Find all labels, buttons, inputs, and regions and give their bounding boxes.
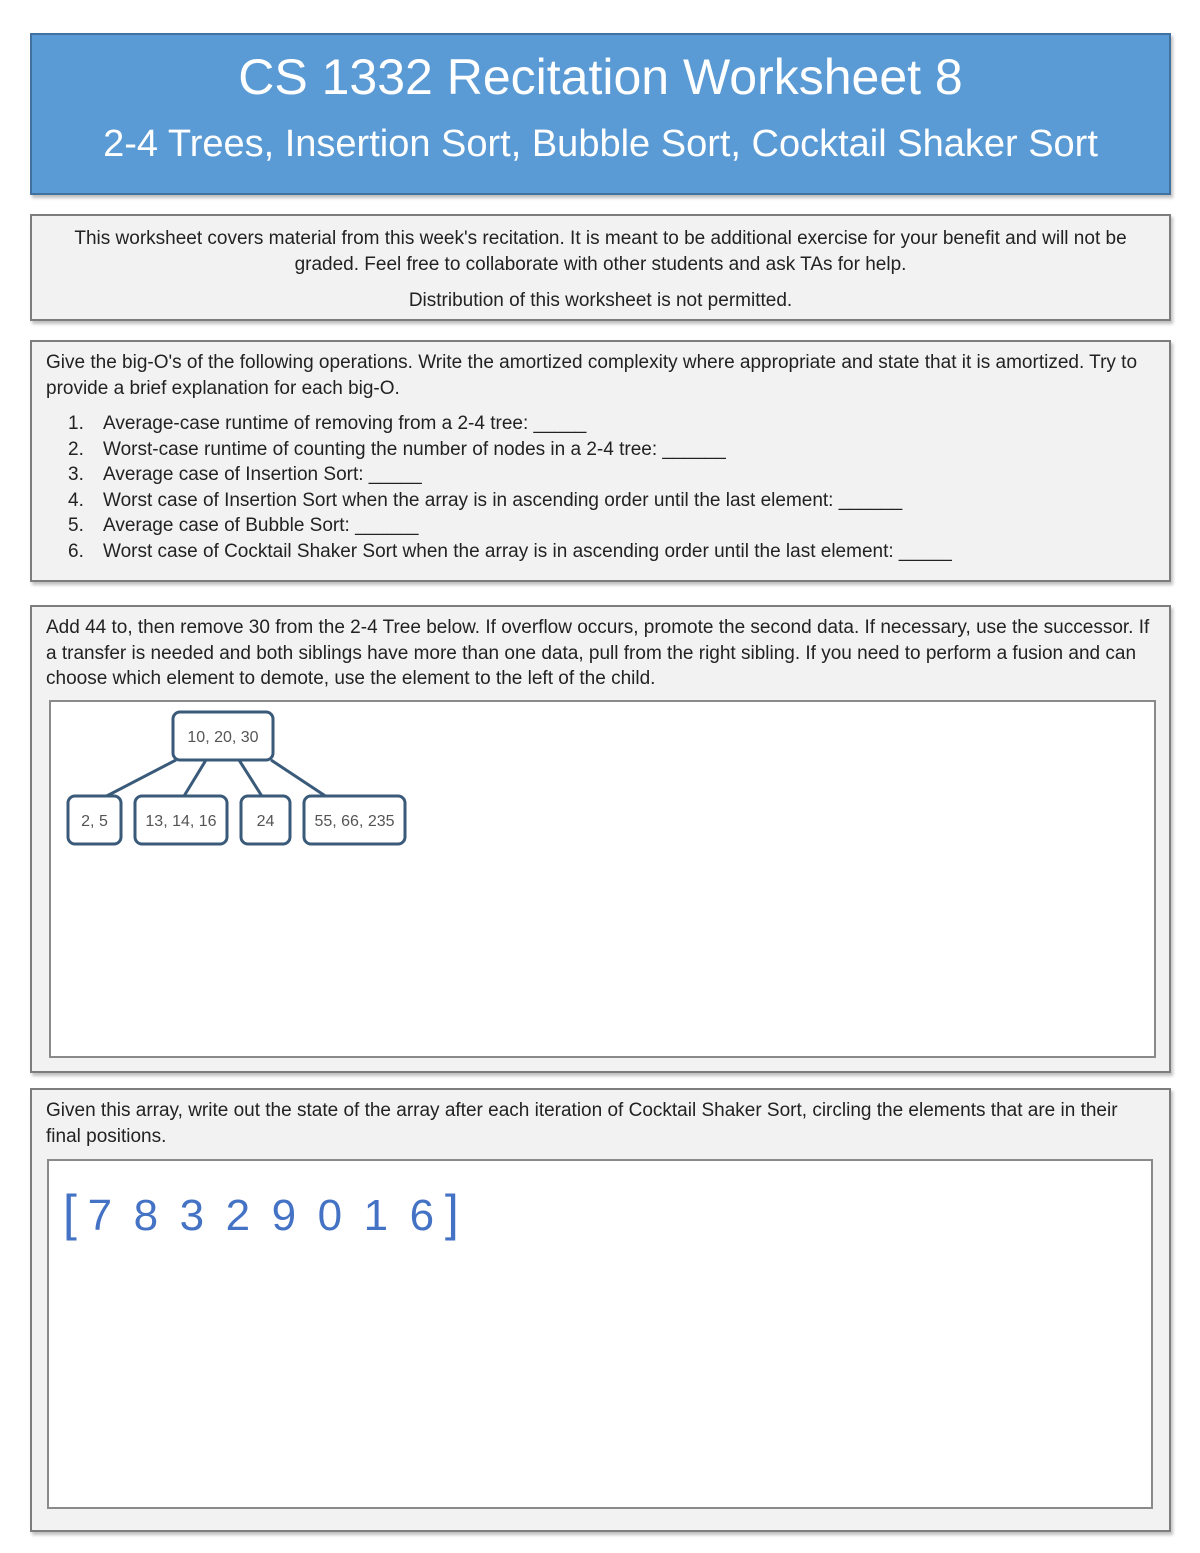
tree-node-child	[135, 796, 227, 844]
array-display	[63, 1183, 459, 1246]
tree-node-root	[173, 712, 273, 760]
item-text: Average case of Bubble Sort: ______	[103, 515, 419, 536]
tree-node-label: 24	[256, 813, 275, 830]
array-element: 6	[409, 1191, 435, 1240]
bigo-section	[30, 340, 1171, 582]
list-item	[32, 488, 1169, 514]
page-subtitle: 2-4 Trees, Insertion Sort, Bubble Sort, Cocktail Shaker Sort	[103, 123, 1098, 165]
distribution-note: Distribution of this worksheet is not permitted.	[408, 290, 793, 311]
tree-prompt: Add 44 to, then remove 30 from the 2-4 Tree below. If overflow occurs, promote the second data. If necessary, use the successor. If a transfer is needed and both siblings have more than one data, pull from the right sibling. If you need to perform a fusion and can choose which element to demote, use the element to the left of the child.	[46, 617, 1150, 689]
tree-node-label: 10, 20, 30	[187, 729, 259, 746]
open-bracket: [	[63, 1185, 77, 1241]
tree-node-child	[68, 796, 121, 844]
page-title: CS 1332 Recitation Worksheet 8	[238, 49, 963, 105]
bigo-prompt: Give the big-O's of the following operations. Write the amortized complexity where appropriate and state that it is amortized. Try to provide a brief explanation for each big-O.	[46, 352, 1138, 399]
item-text: Worst-case runtime of counting the number of nodes in a 2-4 tree: ______	[103, 438, 726, 460]
array-element: 7	[87, 1191, 113, 1240]
list-item	[32, 437, 1169, 463]
sort-section	[30, 1088, 1171, 1532]
array-element: 9	[271, 1191, 297, 1240]
intro-box	[30, 214, 1171, 321]
item-text: Average case of Insertion Sort: _____	[103, 464, 422, 485]
list-item	[32, 462, 1169, 488]
sort-prompt: Given this array, write out the state of the array after each iteration of Cocktail Shaker Sort, circling the elements that are in their final positions.	[46, 1100, 1118, 1147]
array-element: 3	[179, 1191, 205, 1240]
header-banner	[30, 33, 1171, 195]
array-element: 8	[133, 1191, 159, 1240]
tree-node-label: 13, 14, 16	[145, 813, 217, 830]
item-number: 6.	[68, 540, 84, 562]
bigo-question-list	[32, 411, 1169, 564]
tree-node-label: 55, 66, 235	[314, 813, 395, 830]
item-number: 4.	[68, 489, 84, 511]
item-number: 3.	[68, 464, 84, 485]
item-number: 1.	[68, 413, 84, 434]
array-element: 0	[317, 1191, 343, 1240]
item-number: 2.	[68, 438, 84, 460]
list-item	[32, 513, 1169, 539]
item-text: Average-case runtime of removing from a 2-4 tree: _____	[103, 413, 587, 434]
tree-diagram	[51, 702, 1154, 1056]
array-element: 1	[363, 1191, 389, 1240]
sort-answer-area[interactable]	[47, 1159, 1153, 1509]
tree-section	[30, 605, 1171, 1073]
tree-node-child	[241, 796, 290, 844]
tree-node-label: 2, 5	[81, 813, 108, 830]
list-item	[32, 411, 1169, 437]
close-bracket: ]	[444, 1185, 459, 1241]
intro-text: This worksheet covers material from this week's recitation. It is meant to be additional exercise for your benefit and will not be graded. Feel free to collaborate with other students and ask TAs for help.	[74, 228, 1127, 275]
item-number: 5.	[68, 515, 84, 536]
tree-node-child	[304, 796, 405, 844]
item-text: Worst case of Insertion Sort when the array is in ascending order until the last element: ______	[103, 489, 903, 511]
list-item	[32, 539, 1169, 565]
item-text: Worst case of Cocktail Shaker Sort when the array is in ascending order until the last element: _____	[103, 540, 952, 562]
array-element: 2	[225, 1191, 251, 1240]
tree-answer-area[interactable]	[49, 700, 1156, 1058]
